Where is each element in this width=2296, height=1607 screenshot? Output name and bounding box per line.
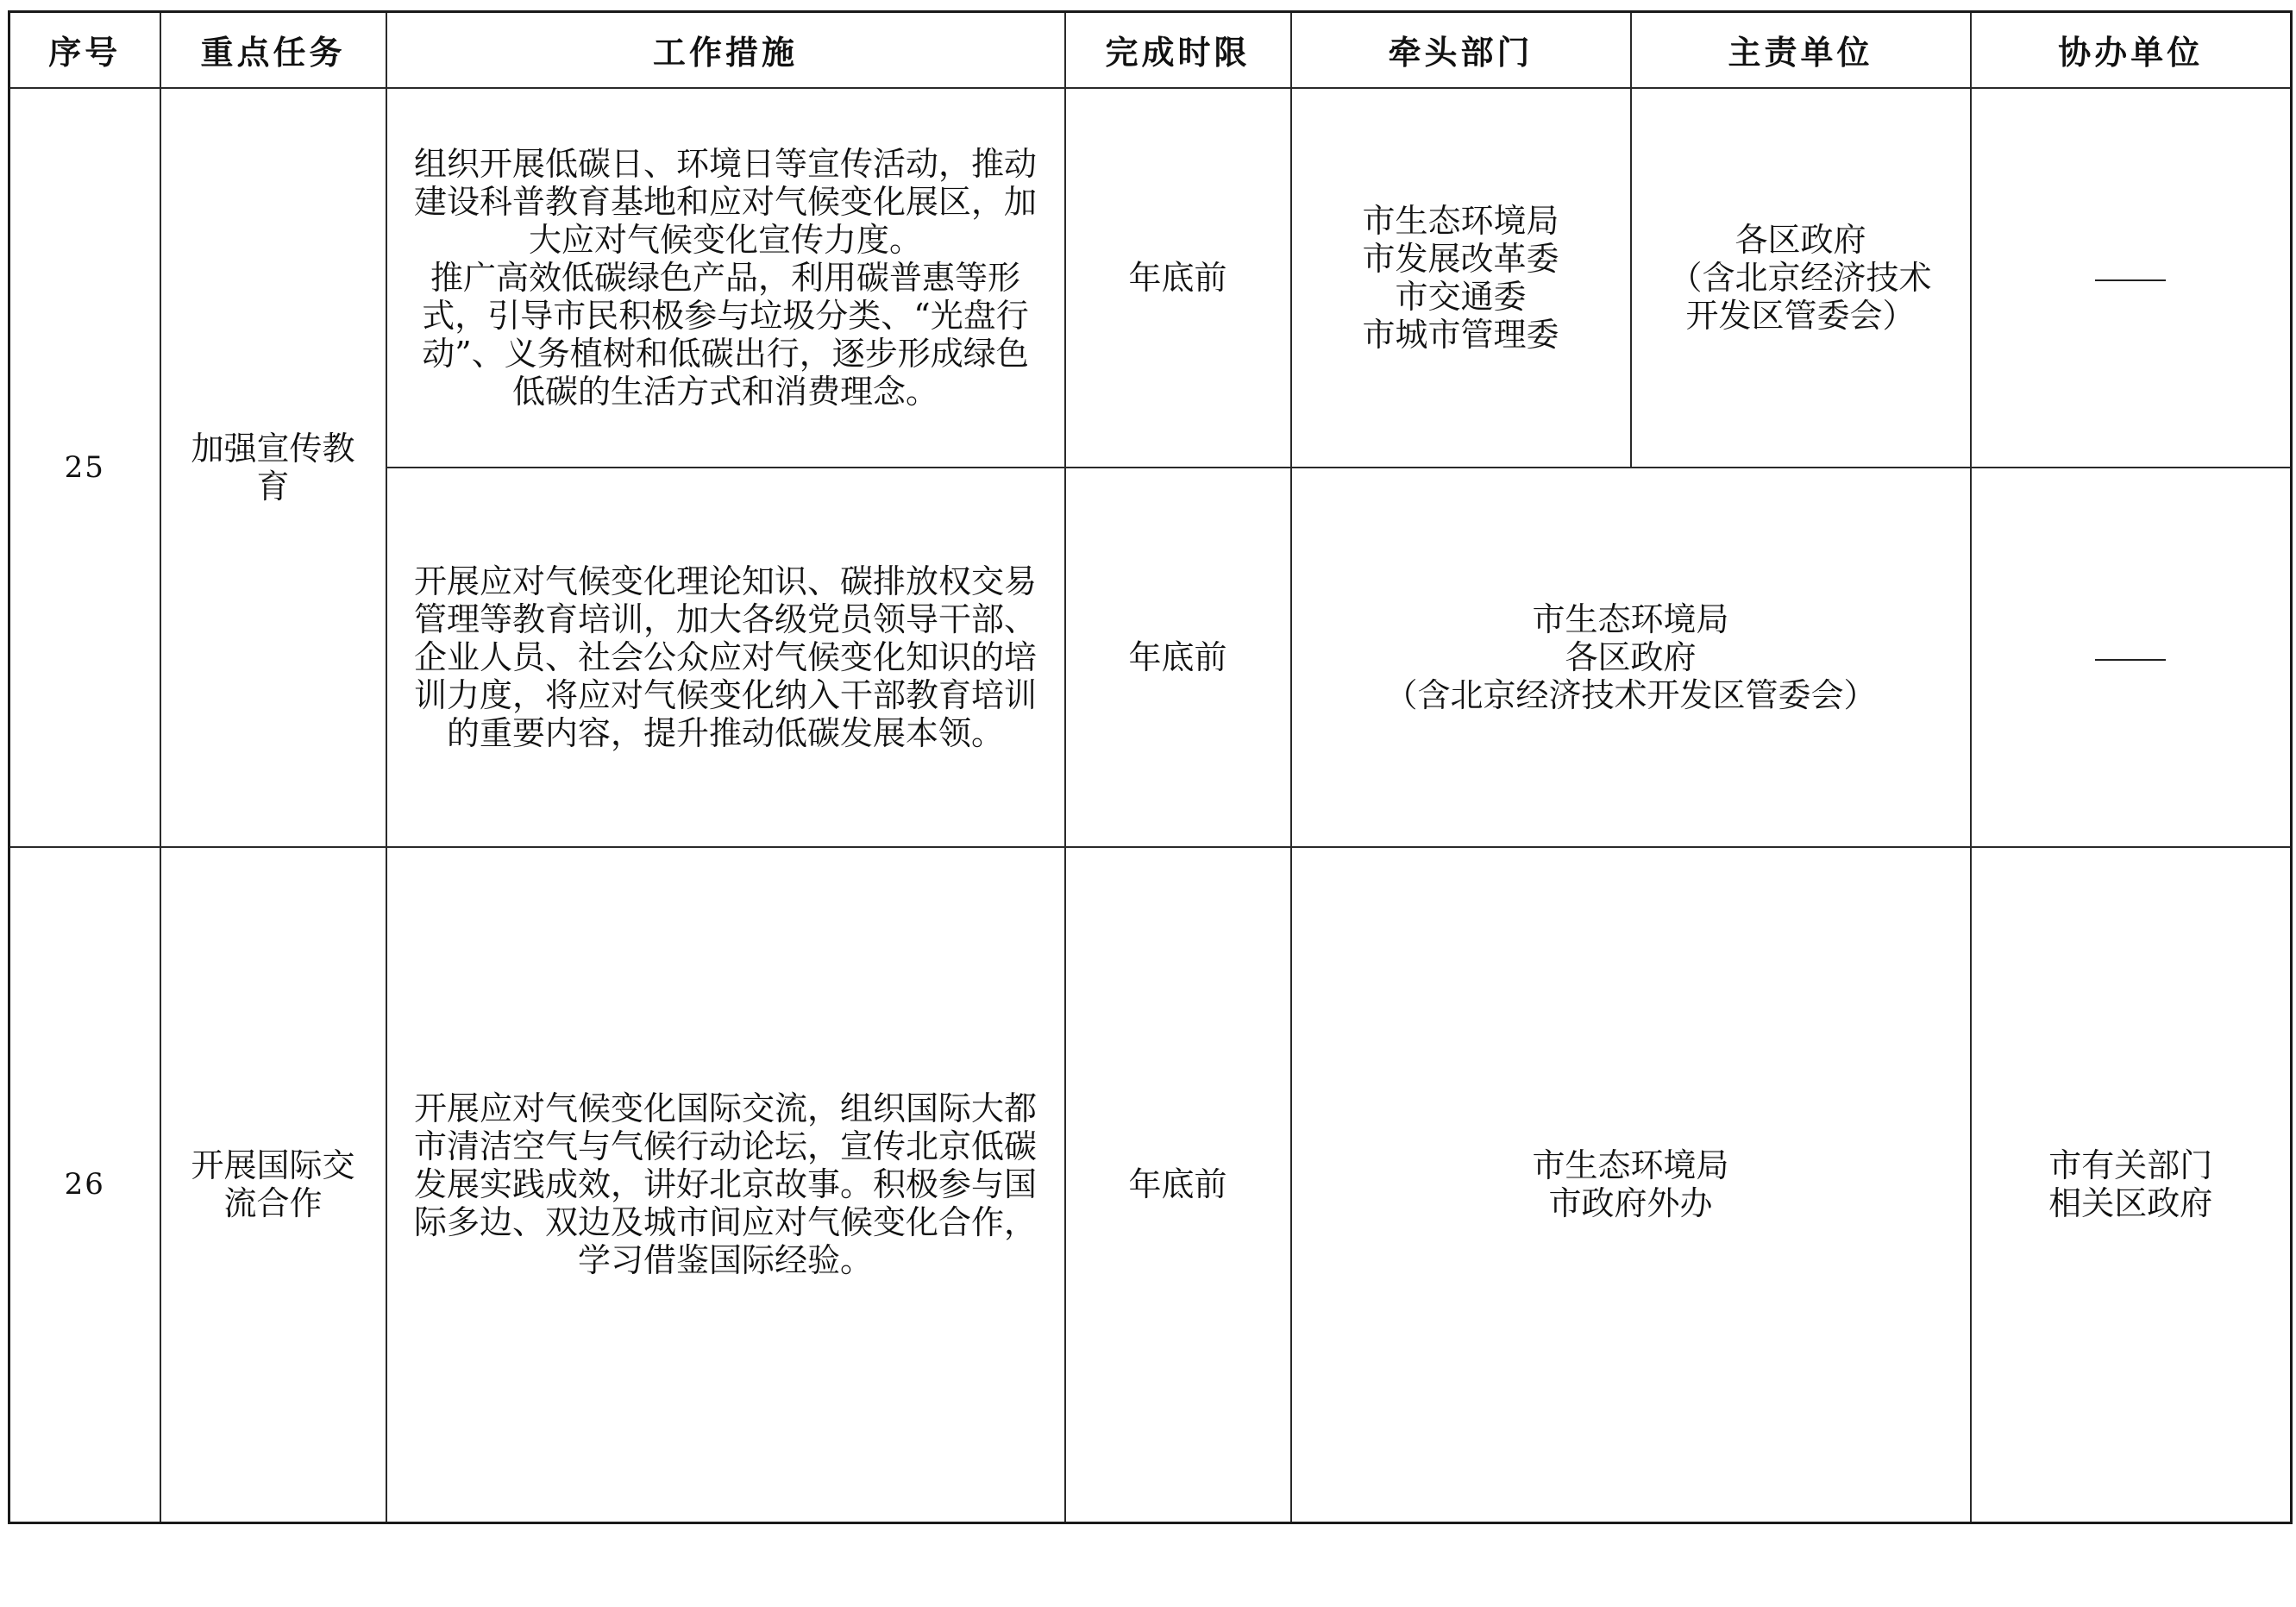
measure-paragraph: 开展应对气候变化国际交流，组织国际大都市清洁空气与气候行动论坛，宣传北京低碳发展实践成效，讲好北京故事。积极参与国际多边、双边及城市间应对气候变化合作，学习借鉴国际经验。 <box>413 1089 1037 1280</box>
lead-dept-line: 市交通委 <box>1395 277 1527 316</box>
main-unit-line: （含北京经济技术 <box>1669 258 1932 297</box>
assist-unit-line: 相关区政府 <box>2048 1184 2213 1223</box>
lead-main-line: 市生态环境局 <box>1532 1146 1729 1185</box>
header-seq: 序号 <box>9 12 160 88</box>
measure-paragraph: 推广高效低碳绿色产品，利用碳普惠等形式，引导市民积极参与垃圾分类、“光盘行动”、义务植树和低碳出行，逐步形成绿色低碳的生活方式和消费理念。 <box>422 258 1029 411</box>
lead-main-cell <box>1291 468 1971 847</box>
table-row <box>9 847 2292 1523</box>
table-row <box>9 88 2292 468</box>
measure-paragraph: 组织开展低碳日、环境日等宣传活动，推动建设科普教育基地和应对气候变化展区，加大应对气候变化宣传力度。 <box>413 144 1037 259</box>
main-unit-line: 各区政府 <box>1735 220 1866 259</box>
lead-main-line: 市生态环境局 <box>1532 599 1729 638</box>
measure-paragraph: 开展应对气候变化理论知识、碳排放权交易管理等教育培训，加大各级党员领导干部、企业人员、社会公众应对气候变化知识的培训力度，将应对气候变化纳入干部教育培训的重要内容，提升推动低碳发展本领。 <box>413 562 1037 752</box>
deadline-cell: 年底前 <box>1065 88 1291 468</box>
main-unit-cell <box>1631 88 1971 468</box>
task-table-container <box>8 10 2290 1522</box>
header-measures: 工作措施 <box>386 12 1065 88</box>
lead-main-line: 各区政府 <box>1565 637 1697 676</box>
header-assist: 协办单位 <box>1971 12 2292 88</box>
task-cell: 开展国际交流合作 <box>160 847 386 1523</box>
lead-dept-cell <box>1291 88 1631 468</box>
header-task: 重点任务 <box>160 12 386 88</box>
measures-cell <box>386 468 1065 847</box>
assist-unit-line: 市有关部门 <box>2048 1146 2213 1185</box>
assist-unit-cell <box>1971 88 2292 468</box>
lead-main-line: 市政府外办 <box>1548 1184 1713 1223</box>
assist-unit-cell <box>1971 468 2292 847</box>
empty-dash <box>2095 279 2166 281</box>
lead-dept-line: 市发展改革委 <box>1362 239 1559 278</box>
empty-dash <box>2095 659 2166 661</box>
main-unit-line: 开发区管委会） <box>1685 296 1916 335</box>
header-row <box>9 12 2292 88</box>
measures-cell <box>386 88 1065 468</box>
header-main: 主责单位 <box>1631 12 1971 88</box>
seq-cell: 25 <box>9 88 160 847</box>
seq-cell: 26 <box>9 847 160 1523</box>
header-deadline: 完成时限 <box>1065 12 1291 88</box>
lead-dept-line: 市城市管理委 <box>1362 315 1559 354</box>
deadline-cell: 年底前 <box>1065 468 1291 847</box>
measures-cell <box>386 847 1065 1523</box>
lead-dept-line: 市生态环境局 <box>1362 201 1559 240</box>
assist-unit-cell <box>1971 847 2292 1523</box>
lead-main-cell <box>1291 847 1971 1523</box>
header-lead: 牵头部门 <box>1291 12 1631 88</box>
deadline-cell: 年底前 <box>1065 847 1291 1523</box>
task-cell: 加强宣传教育 <box>160 88 386 847</box>
lead-main-line: （含北京经济技术开发区管委会） <box>1384 675 1877 714</box>
task-table <box>8 10 2293 1524</box>
